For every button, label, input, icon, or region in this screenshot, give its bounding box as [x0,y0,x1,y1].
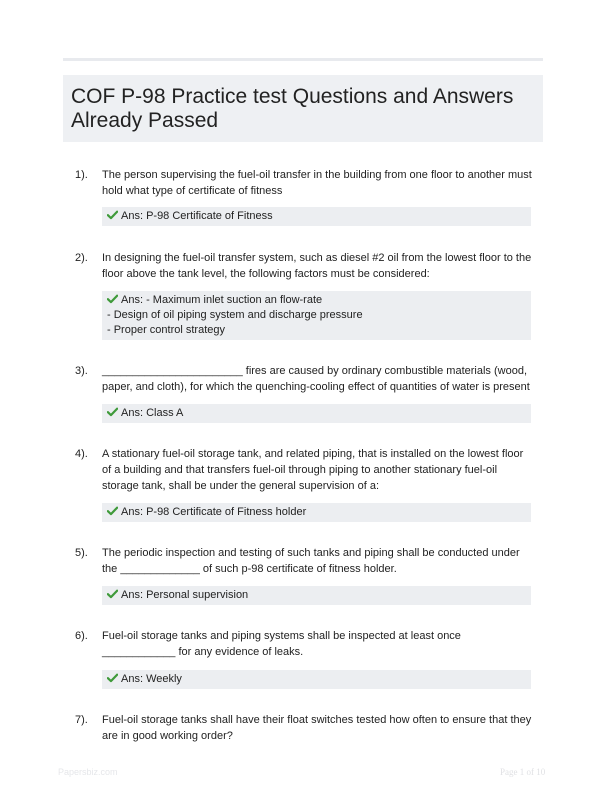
question-text: In designing the fuel-oil transfer system, such as diesel #2 oil from the lowest floor to the floor above the tank level, the following factors must be considered: [102,252,532,280]
check-icon [107,210,118,220]
answer-box [102,503,531,522]
answer-text: Ans: Class A [121,407,184,419]
check-icon [107,673,118,683]
answer-box [102,586,531,605]
answer-text: Ans: P-98 Certificate of Fitness holder [121,506,307,518]
answer-text: Ans: Personal supervision [121,589,249,601]
title-banner [63,75,543,142]
answer-box [102,207,531,226]
answer-box [102,670,531,689]
question-number: 5). [75,547,88,559]
answer-text: Ans: P-98 Certificate of Fitness [121,210,273,222]
question-number: 4). [75,448,88,460]
document-title: COF P-98 Practice test Questions and Answers Already Passed [71,85,514,132]
question-text: Fuel-oil storage tanks shall have their float switches tested how often to ensure that they are in good working order? [102,714,532,742]
answer-text: - Proper control strategy [107,324,225,336]
question-text: The person supervising the fuel-oil transfer in the building from one floor to another must hold what type of certificate of fitness [102,169,532,197]
question-number: 3). [75,365,88,377]
question-number: 6). [75,630,88,642]
check-icon [107,407,118,417]
question-number: 7). [75,714,88,726]
question-number: 2). [75,252,88,264]
check-icon [107,294,118,304]
question-text: The periodic inspection and testing of such tanks and piping shall be conducted under the _____________ of such p-98 certificate of fitness holder. [102,547,520,575]
question-text: A stationary fuel-oil storage tank, and related piping, that is installed on the lowest floor of a building and that transfers fuel-oil through piping to another stationary fuel-oil storage tank, shall be under the general supervision of a: [102,448,524,492]
check-icon [107,506,118,516]
answer-box [102,291,531,340]
watermark-text: Papersbiz.com [58,767,118,777]
question-number: 1). [75,169,88,181]
top-divider [63,58,543,61]
answer-text: Ans: - Maximum inlet suction an flow-rate [121,294,323,306]
question-text: _______________________ fires are caused by ordinary combustible materials (wood, paper, and cloth), for which the quenching-cooling effect of quantities of water is present [102,365,530,393]
answer-box [102,404,531,423]
page-number: Page 1 of 10 [500,767,546,777]
check-icon [107,589,118,599]
answer-text: Ans: Weekly [121,673,182,685]
question-text: Fuel-oil storage tanks and piping systems shall be inspected at least once ____________ for any evidence of leaks. [102,630,461,658]
answer-text: - Design of oil piping system and discharge pressure [107,309,363,321]
